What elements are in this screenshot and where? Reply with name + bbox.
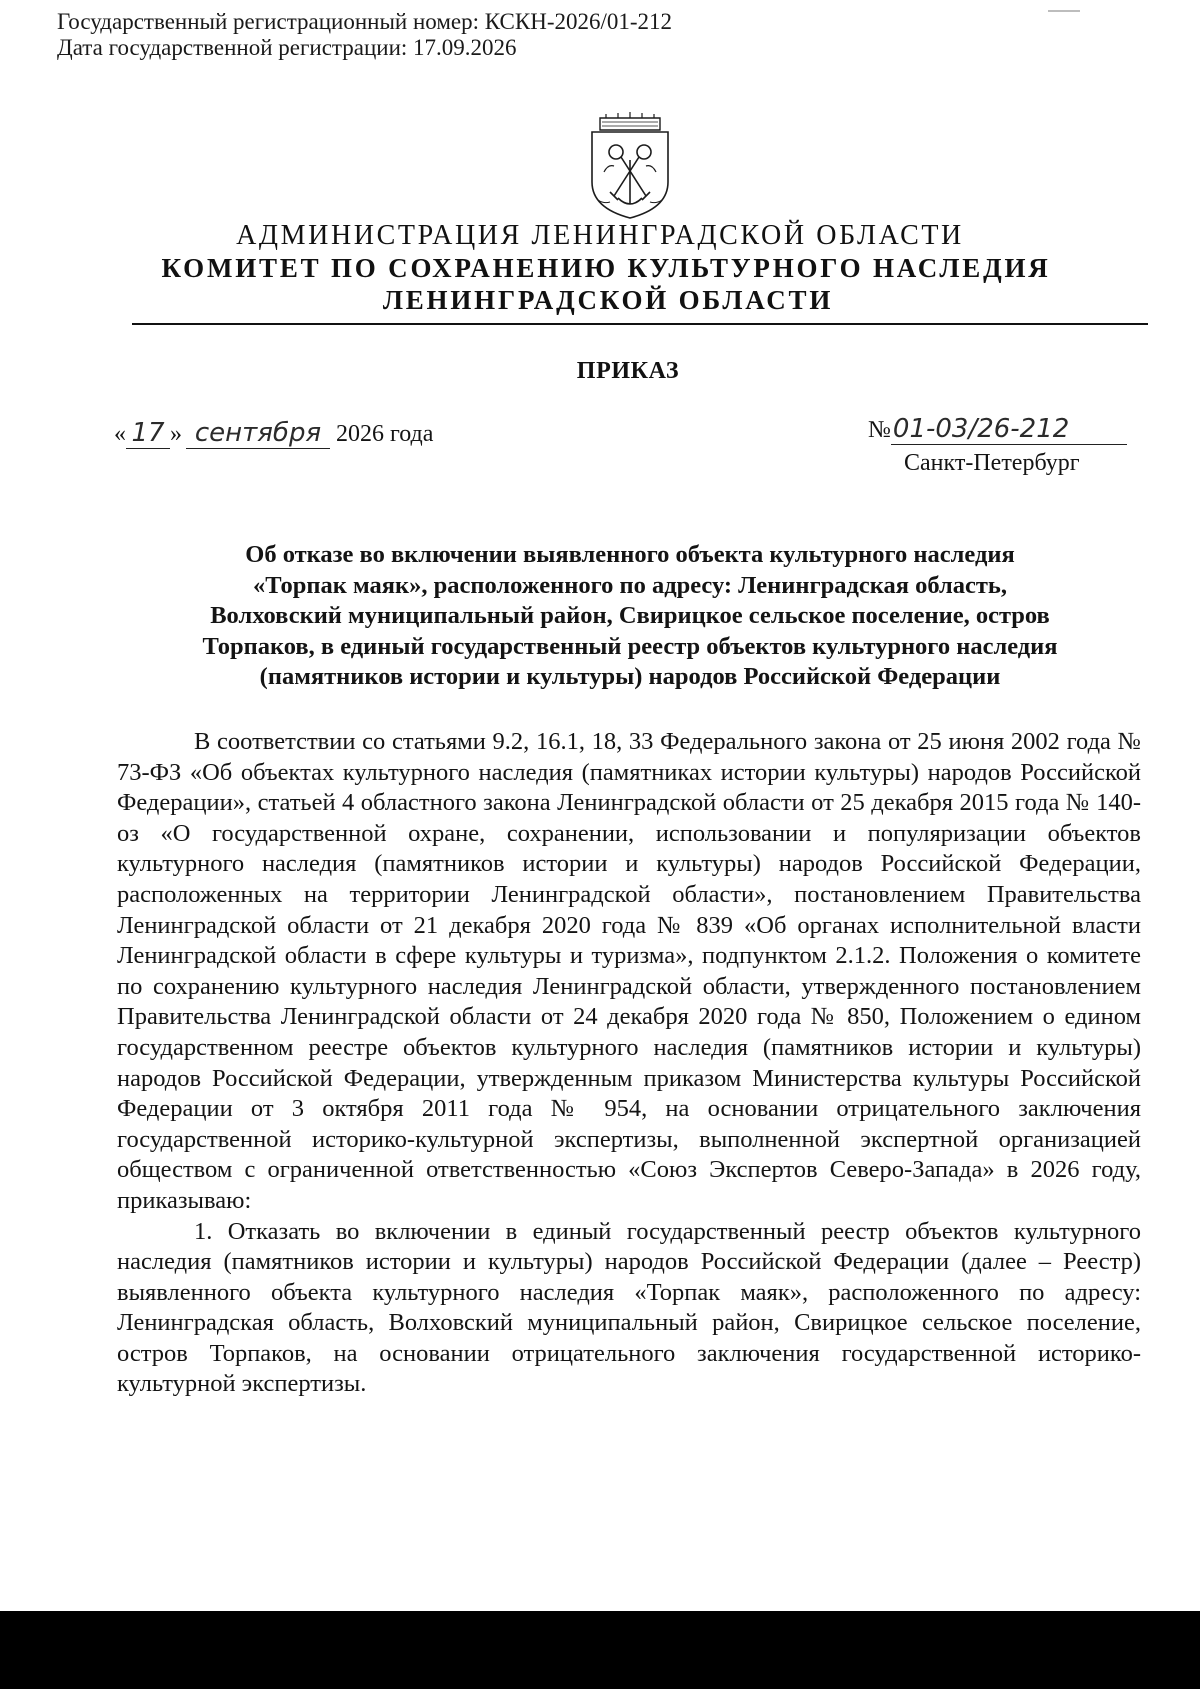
date-month-handwritten: сентября bbox=[186, 418, 330, 449]
order-number bbox=[868, 414, 1127, 445]
subject-line: Торпаков, в единый государственный реестр объектов культурного наследия bbox=[202, 632, 1058, 660]
number-sign: № bbox=[868, 417, 891, 443]
committee-title-line2: ЛЕНИНГРАДСКОЙ ОБЛАСТИ bbox=[382, 285, 834, 315]
order-date bbox=[114, 418, 433, 458]
date-close-quote: » bbox=[170, 421, 182, 447]
committee-title-line1: КОМИТЕТ ПО СОХРАНЕНИЮ КУЛЬТУРНОГО НАСЛЕДИЯ bbox=[161, 253, 1051, 283]
order-item-1: 1. Отказать во включении в единый государственный реестр объектов культурного наследия (памятников истории и культуры) народов Российской Федерации (далее – Реестр) выявленного объекта культурного наследия «Торпак маяк», расположенного по адресу: Ленинградская область, Волховский муниципальный район, Свирицкое сельское поселение, остров Торпаков, на основании отрицательного заключения государственной историко-культурной экспертизы. bbox=[117, 1217, 1141, 1398]
coat-of-arms-icon bbox=[584, 112, 676, 222]
subject-line: (памятников истории и культуры) народов Российской Федерации bbox=[259, 663, 1001, 690]
order-subject bbox=[120, 540, 1140, 693]
subject-line: Об отказе во включении выявленного объекта культурного наследия bbox=[245, 541, 1015, 568]
subject-line: «Торпак маяк», расположенного по адресу: Ленинградская область, bbox=[252, 571, 1007, 599]
order-body bbox=[117, 727, 1141, 1400]
scan-corner-mark bbox=[1048, 10, 1080, 12]
registration-number: Государственный регистрационный номер: КСКН-2026/01-212 bbox=[57, 9, 673, 34]
subject-line: Волховский муниципальный район, Свирицкое сельское поселение, остров bbox=[210, 602, 1050, 629]
administration-title: АДМИНИСТРАЦИЯ ЛЕНИНГРАДСКОЙ ОБЛАСТИ bbox=[236, 220, 964, 251]
header-divider bbox=[132, 323, 1148, 325]
document-type-title: ПРИКАЗ bbox=[576, 358, 680, 384]
preamble-paragraph: В соответствии со статьями 9.2, 16.1, 18, 33 Федерального закона от 25 июня 2002 года № 73-ФЗ «Об объектах культурного наследия (памятниках истории культуры) народов Российской Федерации», статьей 4 областного закона Ленинградской области от 25 декабря 2015 года № 140-оз «О государственной охране, сохранении, использовании и популяризации объектов культурного наследия (памятников истории и культуры) народов Российской Федерации, расположенных на территории Ленинградской области», постановлением Правительства Ленинградской области от 21 декабря 2020 года № 839 «Об органах исполнительной власти Ленинградской области в сфере культуры и туризма», подпунктом 2.1.2. Положения о комитете по сохранению культурного наследия Ленинградской области, утвержденного постановлением Правительства Ленинградской области от 24 декабря 2020 года № 850, Положением о едином государственном реестре объектов культурного наследия (памятников истории и культуры) народов Российской Федерации, утвержденным приказом Министерства культуры Российской Федерации от 3 октября 2011 года № 954, на основании отрицательного заключения государственной историко-культурной экспертизы, выполненной экспертной организацией обществом с ограниченной ответственностью «Союз Экспертов Северо-Запада» в 2026 году, приказываю: bbox=[117, 728, 1141, 1214]
date-day-handwritten: 17 bbox=[126, 418, 170, 449]
date-open-quote: « bbox=[114, 421, 126, 447]
scan-border bbox=[0, 1611, 1200, 1689]
order-number-handwritten: 01-03/26-212 bbox=[891, 414, 1127, 445]
city: Санкт-Петербург bbox=[904, 450, 1080, 476]
date-year: 2026 года bbox=[336, 421, 434, 447]
registration-date: Дата государственной регистрации: 17.09.2026 bbox=[57, 35, 517, 60]
